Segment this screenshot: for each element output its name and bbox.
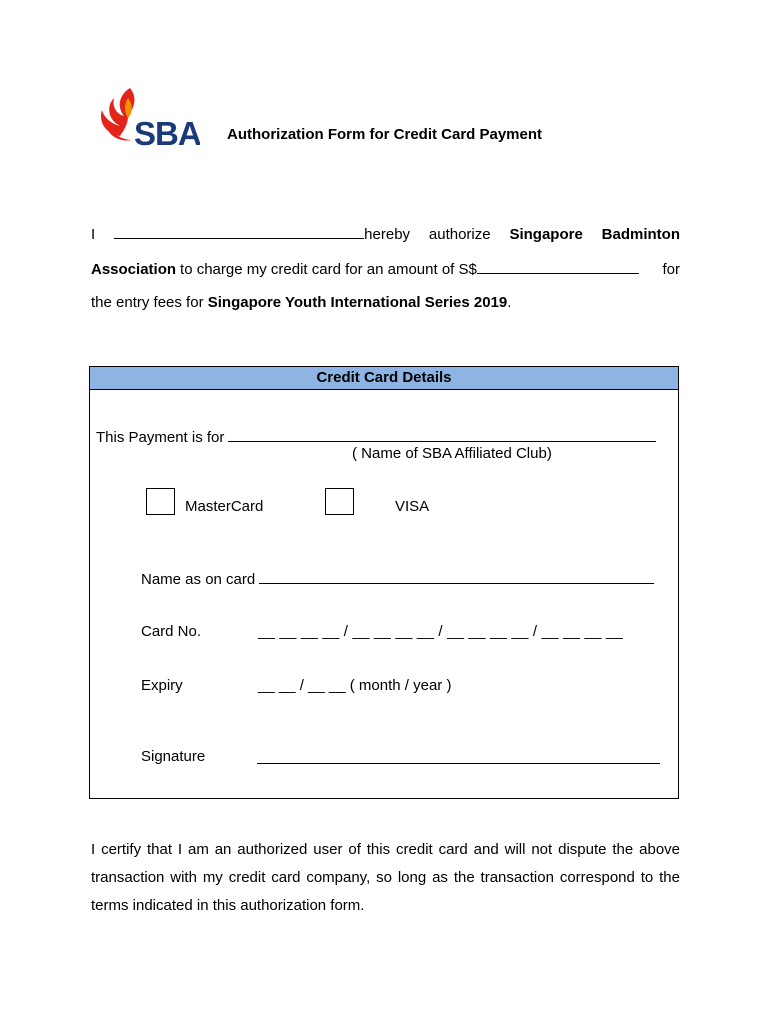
payment-for-label: This Payment is for: [96, 429, 225, 446]
credit-card-details-box: [89, 366, 679, 799]
signature-label: Signature: [141, 748, 206, 765]
event-name: Singapore Youth International Series 2019: [207, 294, 508, 311]
authorization-line-1: [91, 224, 680, 244]
card-no-label: Card No.: [141, 623, 202, 640]
authorizer-name-field[interactable]: [114, 224, 364, 239]
expiry-label: Expiry: [141, 677, 183, 694]
card-no-field[interactable]: __ __ __ __ / __ __ __ __ / __ __ __ __ / __ __ __ __: [258, 623, 624, 640]
badminton-text: Badminton: [601, 226, 680, 243]
mastercard-checkbox[interactable]: [146, 488, 175, 515]
club-name-hint: ( Name of SBA Affiliated Club): [352, 445, 552, 462]
entry-prefix-text: the entry fees for: [91, 294, 204, 311]
name-on-card-label: Name as on card: [141, 571, 256, 588]
singapore-text: Singapore: [509, 226, 583, 243]
form-title: Authorization Form for Credit Card Payment: [227, 126, 543, 143]
name-on-card-field[interactable]: [259, 569, 654, 584]
hereby-text: hereby: [364, 226, 411, 243]
authorization-line-3: [91, 294, 680, 312]
association-text: Association: [91, 261, 177, 278]
credit-card-details-heading: Credit Card Details: [90, 367, 678, 390]
expiry-hint: ( month / year ): [349, 677, 452, 694]
club-name-field[interactable]: [228, 427, 656, 442]
logo-text: SBA: [134, 115, 200, 150]
flame-logo-icon: [94, 84, 200, 150]
visa-label: VISA: [395, 498, 430, 515]
mastercard-label: MasterCard: [185, 498, 264, 515]
name-on-card-row: [141, 569, 654, 589]
authorization-line-2: [91, 259, 680, 279]
certification-text: I certify that I am an authorized user of this credit card and will not dispute the above transaction with my credit card company, so long as the transaction correspond to the terms indicated in this authorization form.: [91, 841, 680, 914]
visa-checkbox[interactable]: [325, 488, 354, 515]
charge-text: to charge my credit card for an amount of S$: [180, 261, 477, 278]
expiry-row: [258, 677, 451, 695]
authorize-text: authorize: [428, 226, 491, 243]
amount-field[interactable]: [477, 259, 639, 274]
expiry-field[interactable]: __ __ / __ __: [258, 677, 346, 694]
signature-field[interactable]: [257, 763, 660, 764]
sba-logo: [94, 84, 200, 150]
for-text: for: [662, 261, 680, 278]
payment-for-row: [96, 427, 656, 447]
period: .: [507, 294, 512, 311]
i-label: I: [91, 226, 96, 243]
